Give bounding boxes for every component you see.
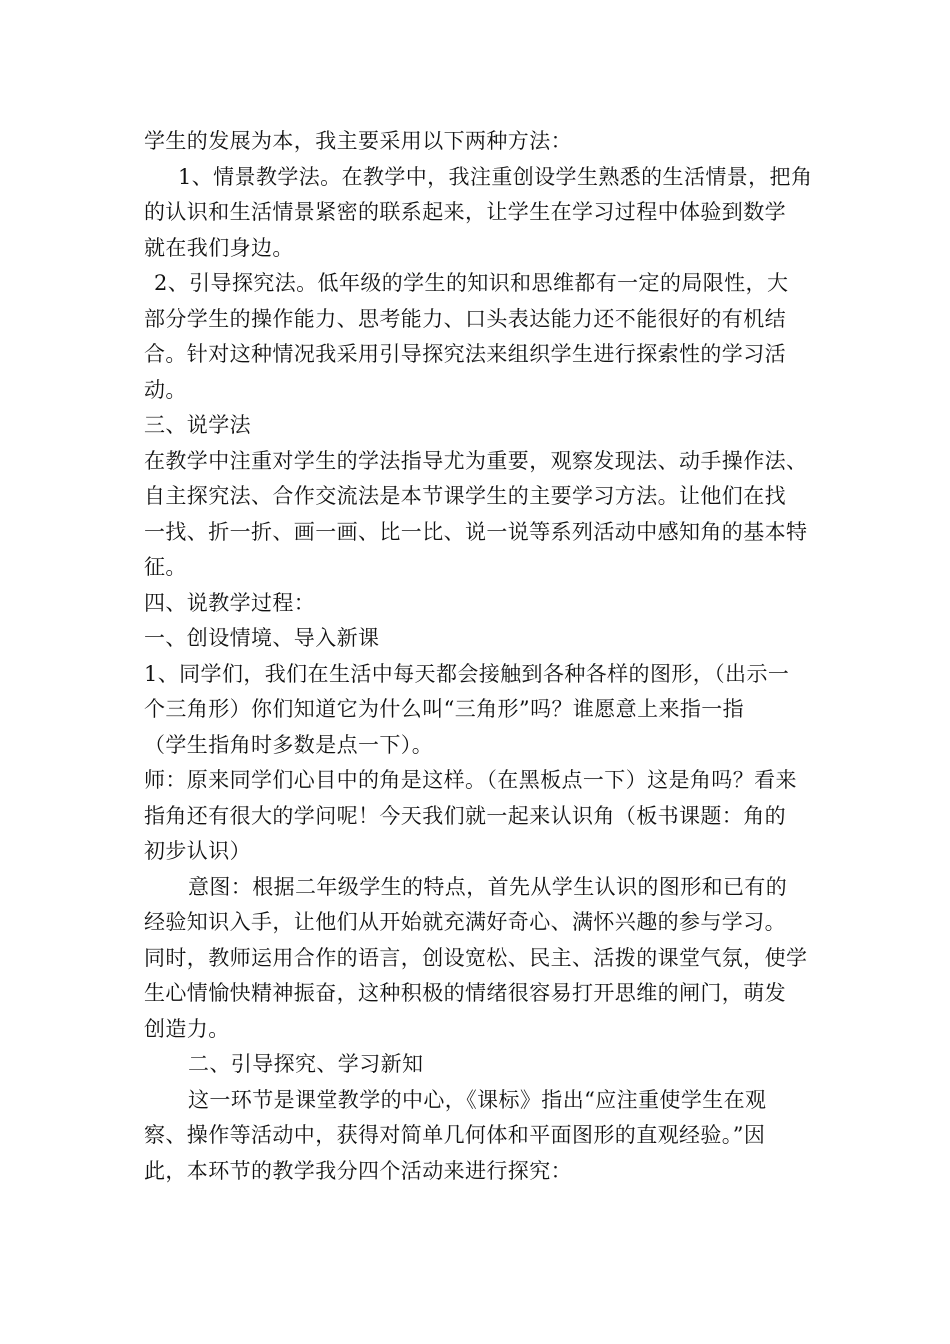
text-line: 察、操作等活动中，获得对简单几何体和平面图形的直观经验。”因 <box>144 1123 766 1147</box>
text-line: 创造力。 <box>144 1016 230 1041</box>
text-line: 1、同学们，我们在生活中每天都会接触到各种各样的图形，（出示一 <box>144 661 790 686</box>
text-line: 此，本环节的教学我分四个活动来进行探究： <box>144 1158 572 1183</box>
text-line: 同时，教师运用合作的语言，创设宽松、民主、活拨的课堂气氛，使学 <box>144 945 808 970</box>
section-heading: 四、说教学过程： <box>144 590 316 615</box>
section-heading: 三、说学法 <box>144 413 251 437</box>
document-body <box>144 124 820 1189</box>
text-line: 个三角形）你们知道它为什么叫“三角形”吗？谁愿意上来指一指 <box>144 697 745 721</box>
text-line: 动。 <box>144 377 187 402</box>
text-line: 这一环节是课堂教学的中心，《课标》指出“应注重使学生在观 <box>188 1087 767 1112</box>
text-line: 2、引导探究法。低年级的学生的知识和思维都有一定的局限性，大 <box>154 271 789 295</box>
text-line: 就在我们身边。 <box>144 235 294 260</box>
text-line: 初步认识） <box>144 839 251 863</box>
subsection-heading: 二、引导探究、学习新知 <box>188 1052 424 1076</box>
text-line: 师：原来同学们心目中的角是这样。（在黑板点一下）这是角吗？看来 <box>144 768 797 792</box>
text-line: 在教学中注重对学生的学法指导尤为重要，观察发现法、动手操作法、 <box>144 448 808 473</box>
text-line: 一找、折一折、画一画、比一比、说一说等系列活动中感知角的基本特 <box>144 519 808 544</box>
text-line: 的认识和生活情景紧密的联系起来，让学生在学习过程中体验到数学 <box>144 200 786 224</box>
text-line: 学生的发展为本，我主要采用以下两种方法： <box>144 129 572 153</box>
text-line: 意图：根据二年级学生的特点，首先从学生认识的图形和已有的 <box>188 874 788 899</box>
text-line: 合。针对这种情况我采用引导探究法来组织学生进行探索性的学习活 <box>144 342 786 366</box>
text-line: 自主探究法、合作交流法是本节课学生的主要学习方法。让他们在找 <box>144 484 786 508</box>
text-line: 经验知识入手，让他们从开始就充满好奇心、满怀兴趣的参与学习。 <box>144 910 786 934</box>
text-line: 部分学生的操作能力、思考能力、口头表达能力还不能很好的有机结 <box>144 306 786 331</box>
text-line: 生心情愉快精神振奋，这种积极的情绪很容易打开思维的闸门，萌发 <box>144 981 786 1005</box>
text-line: 征。 <box>144 555 187 579</box>
text-line: （学生指角时多数是点一下）。 <box>144 732 434 757</box>
text-line: 1、情景教学法。在教学中，我注重创设学生熟悉的生活情景，把角 <box>178 164 813 189</box>
text-line: 指角还有很大的学问呢！今天我们就一起来认识角（板书课题：角的 <box>144 803 786 828</box>
subsection-heading: 一、创设情境、导入新课 <box>144 626 380 650</box>
